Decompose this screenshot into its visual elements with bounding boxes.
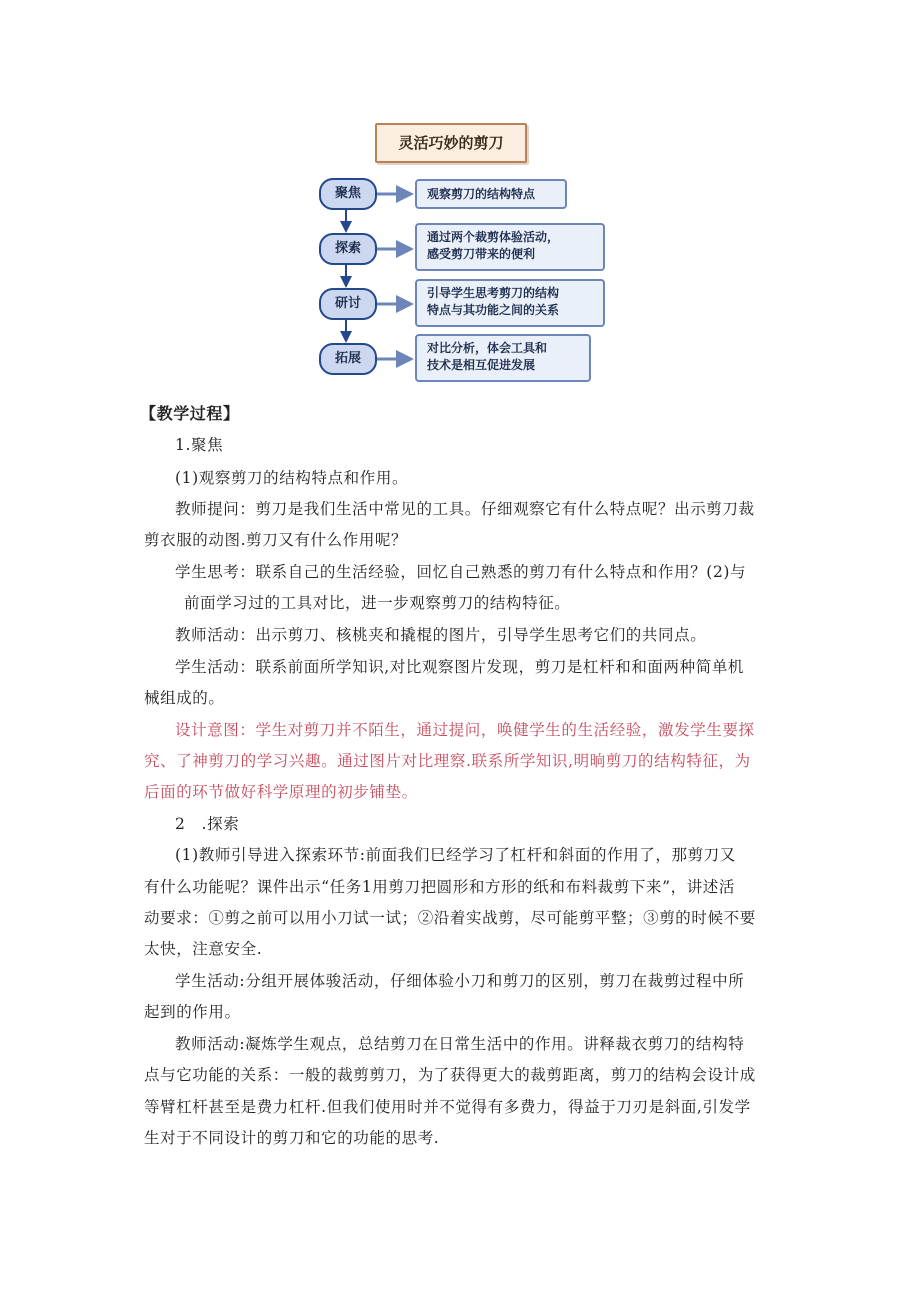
desc-line: 技术是相互促进发展: [427, 358, 536, 372]
stage-extend-desc: [415, 334, 591, 382]
focus-design-intent-end: 后面的环节做好科学原理的初步铺垫。: [144, 783, 418, 801]
explore-student-activity: 学生活动:分组开展体骏活动，仔细体验小刀和剪刀的区别，剪刀在裁剪过程中所: [175, 972, 745, 990]
focus-item-1: (1)观察剪刀的结构特点和作用。: [175, 469, 409, 487]
stage-focus-desc: [415, 179, 567, 209]
focus-student-think-cont: 前面学习过的工具对比，进一步观察剪刀的结构特征。: [184, 594, 571, 612]
stage-explore-desc: [415, 223, 605, 271]
stage-discuss: 研讨: [319, 288, 377, 320]
explore-item-1-cont: 有什么功能呢？课件出示“任务1用剪刀把圆形和方形的纸和布料裁剪下来”，讲述活: [144, 878, 736, 896]
desc-line: 对比分析，体会工具和: [427, 341, 548, 355]
focus-heading: 1.聚焦: [175, 436, 224, 454]
explore-teacher-activity: 教师活动:凝炼学生观点，总结剪刀在日常生活中的作用。讲释裁衣剪刀的结构特: [175, 1035, 745, 1053]
focus-teacher-activity: 教师活动：出示剪刀、核桃夹和撬棍的图片，引导学生思考它们的共同点。: [175, 626, 707, 644]
stage-focus: 聚焦: [319, 178, 377, 210]
explore-item-1: (1)教师引导进入探索环节:前面我们巳经学习了杠杆和斜面的作用了，那剪刀又: [175, 846, 736, 864]
stage-extend: 拓展: [319, 343, 377, 375]
explore-item-1-end: 太快，注意安全.: [144, 940, 263, 958]
explore-student-activity-cont: 起到的作用。: [144, 1003, 241, 1021]
desc-line: 通过两个裁剪体验活动，: [427, 230, 560, 244]
explore-heading: 2 .探索: [175, 815, 240, 833]
explore-item-1-cont: 动要求：①剪之前可以用小刀试一试；②沿着实战剪，尽可能剪平整；③剪的时候不要: [144, 909, 756, 927]
focus-design-intent-cont: 究、了神剪刀的学习兴趣。通过图片对比理察.联系所学知识,明晌剪刀的结构特征，为: [144, 752, 751, 770]
focus-design-intent: 设计意图：学生对剪刀并不陌生，通过提问，唤健学生的生活经验，激发学生要探: [175, 721, 755, 739]
explore-teacher-activity-cont: 点与它功能的关系：一般的裁剪剪刀，为了获得更大的裁剪距离，剪刀的结构会设计成: [144, 1066, 756, 1084]
focus-student-activity-cont: 械组成的。: [144, 689, 225, 707]
desc-line: 感受剪刀带来的便利: [427, 247, 536, 261]
explore-teacher-activity-end: 生对于不同设计的剪刀和它的功能的思考.: [144, 1129, 440, 1147]
focus-teacher-question: 教师提问：剪刀是我们生活中常见的工具。仔细观察它有什么特点呢？出示剪刀裁: [175, 500, 755, 518]
diagram-title: 灵活巧妙的剪刀: [375, 123, 527, 163]
focus-student-activity: 学生活动：联系前面所学知识,对比观察图片发现，剪刀是杠杆和和面两种简单机: [175, 658, 745, 676]
focus-student-think: 学生思考：联系自己的生活经验，回忆自己熟悉的剪刀有什么特点和作用？(2)与: [175, 563, 747, 581]
desc-line: 观察剪刀的结构特点: [427, 187, 536, 201]
explore-teacher-activity-cont: 等臂杠杆甚至是费力杠杆.但我们使用时并不觉得有多费力，得益于刀刃是斜面,引发学: [144, 1098, 751, 1116]
desc-line: 引导学生思考剪刀的结构: [427, 286, 560, 300]
stage-explore: 探索: [319, 233, 377, 265]
focus-teacher-question-cont: 剪衣服的动图.剪刀又有什么作用呢？: [144, 531, 408, 549]
desc-line: 特点与其功能之间的关系: [427, 303, 560, 317]
lesson-flowchart: [311, 113, 611, 385]
stage-discuss-desc: [415, 279, 605, 327]
section-heading: 【教学过程】: [140, 404, 240, 423]
